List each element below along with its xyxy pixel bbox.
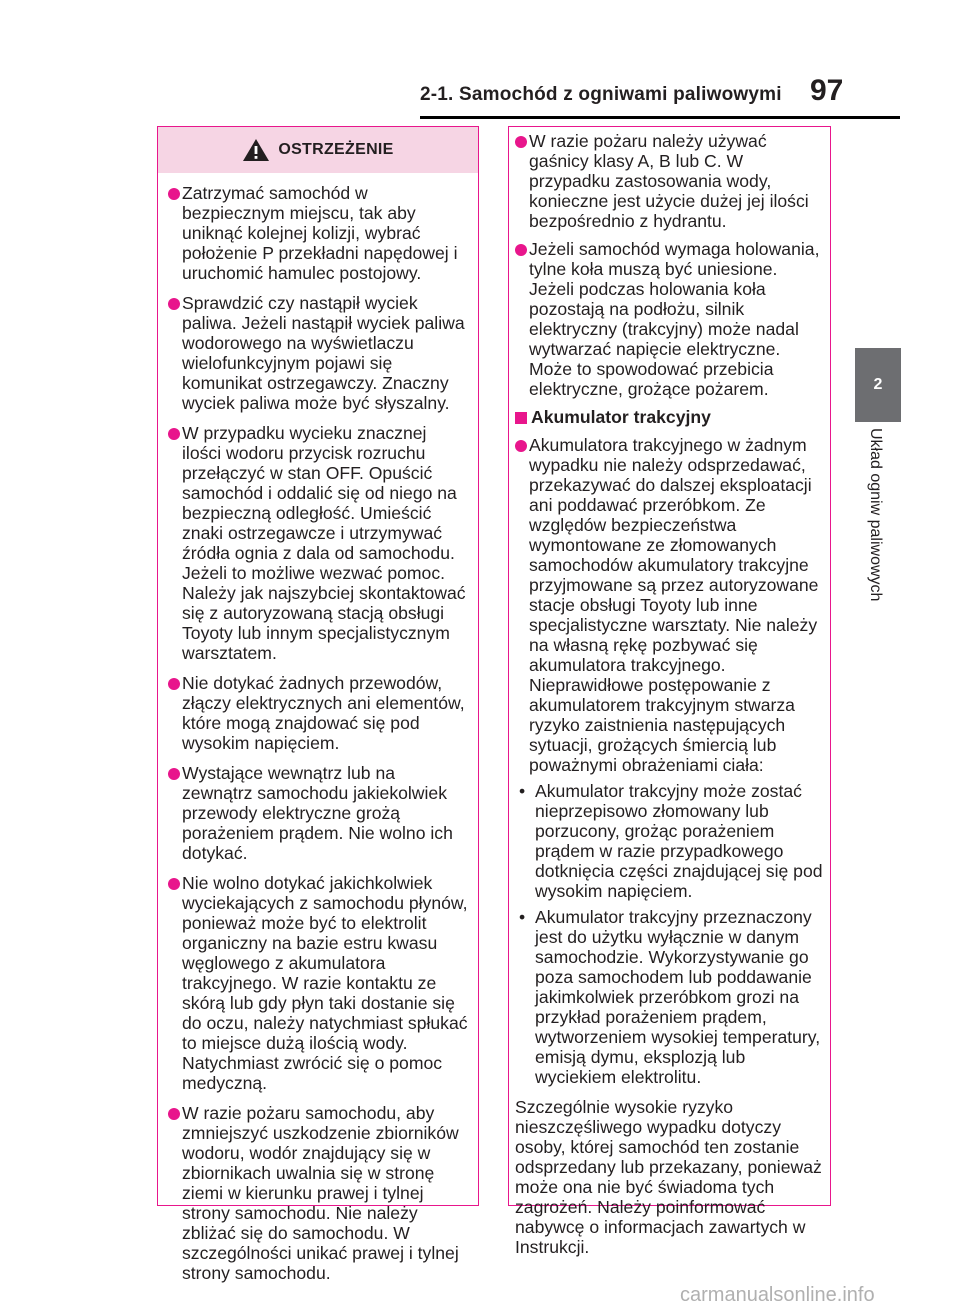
warning-item: W przypadku wycieku znacznej ilości wodoru przycisk rozruchu przełączyć w stan OFF. Opuścić samochód i oddalić się od niego na bezpieczną odległość. Umieścić znaki ostrzegawcze i utrzymywać źródła ognia z dala od samochodu. Jeżeli to możliwe wezwać pomoc. Należy jak najszybciej skontaktować się z autoryzowaną stacją obsługi Toyoty lub innym specjalistycznym warsztatem. [168,423,470,663]
bullet-circle-icon [515,136,527,148]
warning-box [157,126,479,1283]
bullet-dot: • [519,907,526,927]
bullet-circle-icon [515,440,527,452]
warning-item: W razie pożaru należy używać gaśnicy klasy A, B lub C. W przypadku zastosowania wody, konieczne jest użycie dużej jej ilości bezpośrednio z hydrantu. [515,131,824,231]
warning-item: Akumulatora trakcyjnego w żadnym wypadku nie należy odsprzedawać, przekazywać do dalszej eksploatacji ani poddawać przeróbkom. Ze względów bezpieczeństwa wymontowane ze złomowanych samochodów akumulatory trakcyjne przyjmowane są przez autoryzowane stacje obsługi Toyoty lub inne specjalistyczne warsztaty. Nie należy na własną rękę pozbywać się akumulatora trakcyjnego. Nieprawidłowe postępowanie z akumulatorem trakcyjnym stwarza ryzyko zaistnienia następujących sytuacji, grożących śmiercią lub poważnymi obrażeniami ciała: [515,435,824,775]
warning-item: Nie dotykać żadnych przewodów, złączy elektrycznych ani elementów, które mogą znajdować się pod wysokim napięciem. [168,673,470,753]
bullet-circle-icon [168,878,180,890]
warning-box-continued [508,126,831,1257]
chapter-label: Układ ogniw paliwowych [867,428,884,602]
bullet-circle-icon [168,768,180,780]
warning-header [158,127,478,173]
list-item: • Akumulator trakcyjny może zostać nieprzepisowo złomowany lub porzucony, grożąc porażeniem prądem w razie przypadkowego dotknięcia części znajdującej się pod wysokim napięciem. [519,781,823,901]
bullet-circle-icon [515,244,527,256]
warning-triangle-icon [242,138,270,162]
bullet-dot: • [519,781,526,801]
subheading: Akumulator trakcyjny [515,407,824,427]
bullet-circle-icon [168,188,180,200]
section-title: 2-1. Samochód z ogniwami paliwowymi [420,84,782,105]
list-item: • Akumulator trakcyjny przeznaczony jest do użytku wyłącznie w danym samochodzie. Wykorzystywanie go poza samochodem lub poddawanie jakimkolwiek przeróbkom grozi na przykład porażeniem prądem, wytworzeniem wysokiej temperatury, emisją dymu, eksplozją lub wyciekiem elektrolitu. [519,907,821,1087]
paragraph: Szczególnie wysokie ryzyko nieszczęśliwego wypadku dotyczy osoby, której samochód ten zostanie odsprzedany lub przekazany, ponieważ może ona nie być świadoma tych zagrożeń. Należy poinformować nabywcę o informacjach zawartych w Instrukcji. [515,1097,822,1257]
bullet-circle-icon [168,1108,180,1120]
warning-item: W razie pożaru samochodu, aby zmniejszyć uszkodzenie zbiorników wodoru, wodór znajdujący się w zbiornikach uwalnia się w stronę ziemi w kierunku prawej i tylnej strony samochodu. Nie należy zbliżać się do samochodu. W szczególności unikać prawej i tylnej strony samochodu. [168,1103,470,1283]
page-number: 97 [810,74,844,107]
bullet-circle-icon [168,678,180,690]
warning-item: Zatrzymać samochód w bezpiecznym miejscu, tak aby uniknąć kolejnej kolizji, wybrać położenie P przekładni napędowej i uruchomić hamulec postojowy. [168,183,470,283]
warning-item: Jeżeli samochód wymaga holowania, tylne koła muszą być uniesione. Jeżeli podczas holowania koła pozostają na podłożu, silnik elektryczny (trakcyjny) może nadal wytwarzać napięcie elektryczne. Może to spowodować przebicia elektryczne, grożące pożarem. [515,239,824,399]
header-divider [420,116,900,119]
bullet-circle-icon [168,428,180,440]
chapter-tab[interactable] [855,348,901,422]
chapter-number: 2 [873,376,883,393]
bullet-square-icon [515,412,527,424]
warning-heading: OSTRZEŻENIE [278,141,394,158]
warning-item: Nie wolno dotykać jakichkolwiek wyciekających z samochodu płynów, ponieważ może być to elektrolit organiczny na bazie estru kwasu węglowego z akumulatora trakcyjnego. W razie kontaktu ze skórą lub gdy płyn taki dostanie się do oczu, należy natychmiast spłukać to miejsce dużą ilością wody. Natychmiast zwrócić się o pomoc medyczną. [168,873,470,1093]
bullet-circle-icon [168,298,180,310]
warning-item: Wystające wewnątrz lub na zewnątrz samochodu jakiekolwiek przewody elektryczne grożą porażeniem prądem. Nie wolno ich dotykać. [168,763,470,863]
watermark: carmanualsonline.info [680,1284,875,1306]
warning-item: Sprawdzić czy nastąpił wyciek paliwa. Jeżeli nastąpił wyciek paliwa wodorowego na wyświetlaczu wielofunkcyjnym pojawi się komunikat ostrzegawczy. Znaczny wyciek paliwa może być słyszalny. [168,293,470,413]
